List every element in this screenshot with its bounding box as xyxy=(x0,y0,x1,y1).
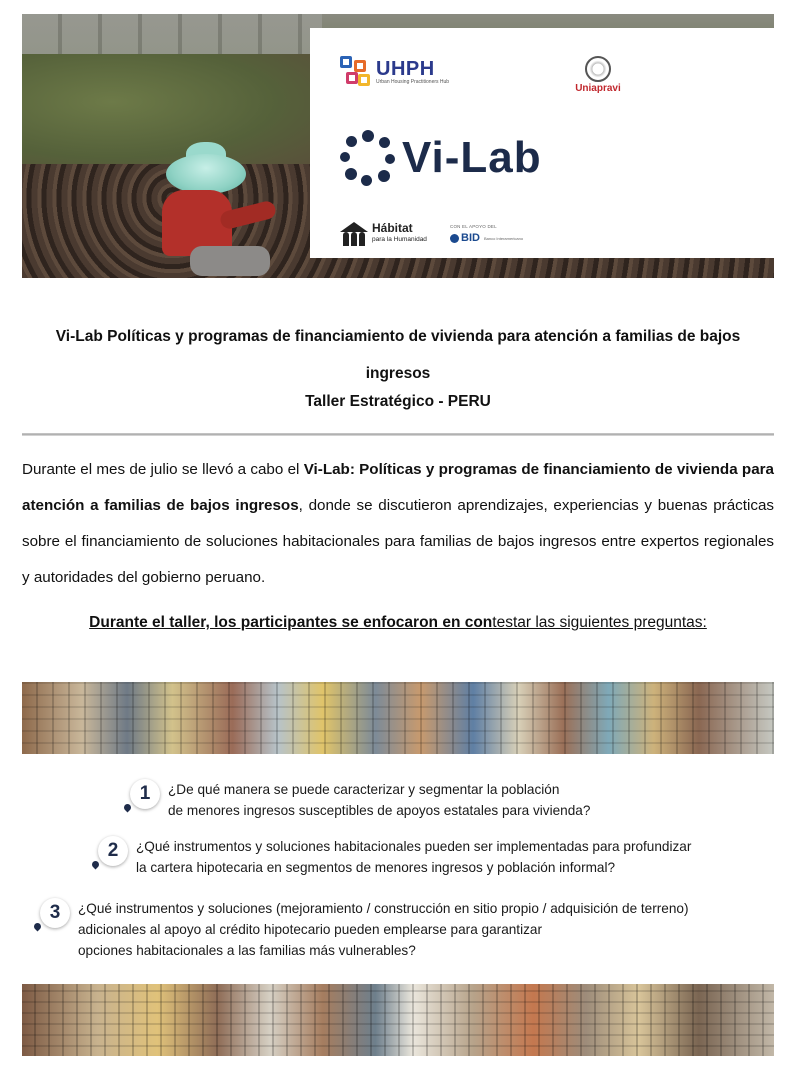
divider xyxy=(22,433,774,436)
vilab-logo xyxy=(340,130,542,186)
intro-text-2: , donde se discutieron aprendizajes, experiencias y buenas prácticas sobre el financiamiento de soluciones habitacionales para familias de bajos ingresos entre expertos regionales y autoridades del gobierno peruano. xyxy=(22,497,774,586)
title-block xyxy=(22,318,774,412)
lead-normal: testar las siguientes preguntas: xyxy=(492,614,707,631)
question-text xyxy=(168,779,590,821)
city-banner-top xyxy=(22,682,774,754)
bid-icon xyxy=(450,234,459,243)
question-line: ¿De qué manera se puede caracterizar y segmentar la población xyxy=(168,782,560,797)
habitat-logo xyxy=(340,222,427,246)
question-line: la cartera hipotecaria en segmentos de menores ingresos y población informal? xyxy=(136,860,616,875)
question-2 xyxy=(98,836,691,878)
question-3 xyxy=(40,898,689,961)
page-title-line1: Vi-Lab Políticas y programas de financiamiento de vivienda para atención a familias de bajos xyxy=(55,328,741,345)
vilab-ring-icon xyxy=(340,130,396,186)
intro-bold: Vi-Lab: Políticas y programas de financiamiento de vivienda para atención a familias de bajos ingresos xyxy=(22,461,774,514)
question-number: 1 xyxy=(139,783,151,804)
question-number-badge xyxy=(40,898,70,928)
page-title-line2: ingresos xyxy=(365,365,431,382)
question-number-badge xyxy=(98,836,128,866)
bid-sub: Banco Interamericano xyxy=(483,235,524,241)
pin-icon xyxy=(33,922,43,932)
question-number-badge xyxy=(130,779,160,809)
uhph-icon xyxy=(340,56,372,88)
uhph-name: UHPH xyxy=(376,57,435,80)
question-line: opciones habitacionales a las familias más vulnerables? xyxy=(78,943,416,958)
intro-text-1: Durante el mes de julio se llevó a cabo el xyxy=(22,461,304,478)
page-title xyxy=(22,318,774,392)
vilab-name: Vi-Lab xyxy=(402,133,542,182)
pin-icon xyxy=(91,860,101,870)
question-line: ¿Qué instrumentos y soluciones (mejoramiento / construcción en sitio propio / adquisición de terreno) xyxy=(78,901,689,916)
habitat-sub: para la Humanidad xyxy=(372,236,427,243)
question-number: 3 xyxy=(49,902,61,923)
uhph-logo xyxy=(340,56,449,88)
question-1 xyxy=(130,779,590,821)
pin-icon xyxy=(123,803,133,813)
hero-fence xyxy=(22,14,322,54)
question-line: de menores ingresos susceptibles de apoyos estatales para vivienda? xyxy=(168,803,591,818)
bid-name: BID xyxy=(461,232,480,244)
uniapravi-logo xyxy=(568,56,628,94)
intro-paragraph xyxy=(22,452,774,596)
question-line: adicionales al apoyo al crédito hipotecario pueden emplearse para garantizar xyxy=(78,922,542,937)
lead-bold: Durante el taller, los participantes se enfocaron en con xyxy=(89,614,493,631)
city-banner-bottom xyxy=(22,984,774,1056)
uhph-tagline: Urban Housing Practitioners Hub xyxy=(376,78,450,85)
habitat-house-icon xyxy=(340,222,368,246)
uniapravi-seal-icon xyxy=(585,56,611,82)
bid-logo xyxy=(450,224,523,244)
habitat-name: Hábitat xyxy=(372,221,413,235)
bid-pre: CON EL APOYO DEL xyxy=(450,224,497,229)
questions-lead xyxy=(22,614,774,632)
uniapravi-name: Uniapravi xyxy=(575,83,621,94)
hero-farmer-figure xyxy=(150,154,300,278)
question-number: 2 xyxy=(107,840,119,861)
page-subtitle: Taller Estratégico - PERU xyxy=(305,393,491,410)
question-text xyxy=(136,836,691,878)
question-line: ¿Qué instrumentos y soluciones habitacionales pueden ser implementadas para profundizar xyxy=(136,839,692,854)
hero-banner xyxy=(22,14,774,278)
logo-card xyxy=(310,28,774,258)
question-text xyxy=(78,898,689,961)
